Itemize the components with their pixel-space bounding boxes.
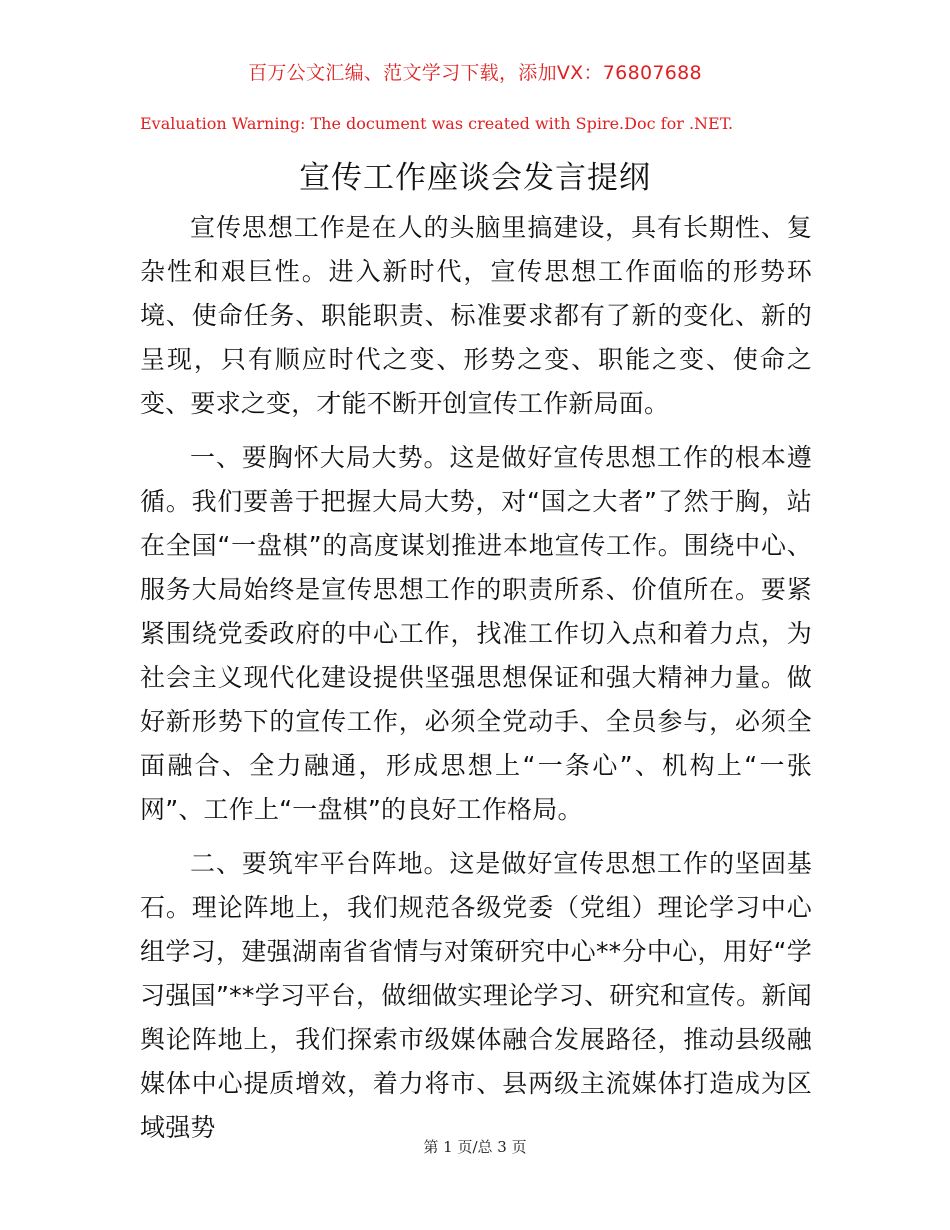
paragraph-section-2: 二、要筑牢平台阵地。这是做好宣传思想工作的坚固基石。理论阵地上，我们规范各级党委（党组）理论学习中心组学习，建强湖南省省情与对策研究中心**分中心，用好“学习强国”**学习平台，做细做实理论学习、研究和宣传。新闻舆论阵地上，我们探索市级媒体融合发展路径，推动县级融媒体中心提质增效，着力将市、县两级主流媒体打造成为区域强势: [140, 849, 812, 1142]
document-title: 宣传工作座谈会发言提纲: [299, 160, 651, 196]
promo-header: 百万公文汇编、范文学习下载，添加VX：76807688: [248, 62, 702, 84]
evaluation-warning: Evaluation Warning: The document was created with Spire.Doc for .NET.: [140, 114, 734, 133]
paragraph-section-1: 一、要胸怀大局大势。这是做好宣传思想工作的根本遵循。我们要善于把握大局大势，对“国之大者”了然于胸，站在全国“一盘棋”的高度谋划推进本地宣传工作。围绕中心、服务大局始终是宣传思想工作的职责所系、价值所在。要紧紧围绕党委政府的中心工作，找准工作切入点和着力点，为社会主义现代化建设提供坚强思想保证和强大精神力量。做好新形势下的宣传工作，必须全党动手、全员参与，必须全面融合、全力融通，形成思想上“一条心”、机构上“一张网”、工作上“一盘棋”的良好工作格局。: [140, 443, 812, 824]
page-number-footer: 第 1 页/总 3 页: [423, 1138, 527, 1156]
paragraph-intro: 宣传思想工作是在人的头脑里搞建设，具有长期性、复杂性和艰巨性。进入新时代，宣传思想工作面临的形势环境、使命任务、职能职责、标准要求都有了新的变化、新的呈现，只有顺应时代之变、形势之变、职能之变、使命之变、要求之变，才能不断开创宣传工作新局面。: [140, 213, 812, 418]
document-body: [140, 206, 812, 1160]
